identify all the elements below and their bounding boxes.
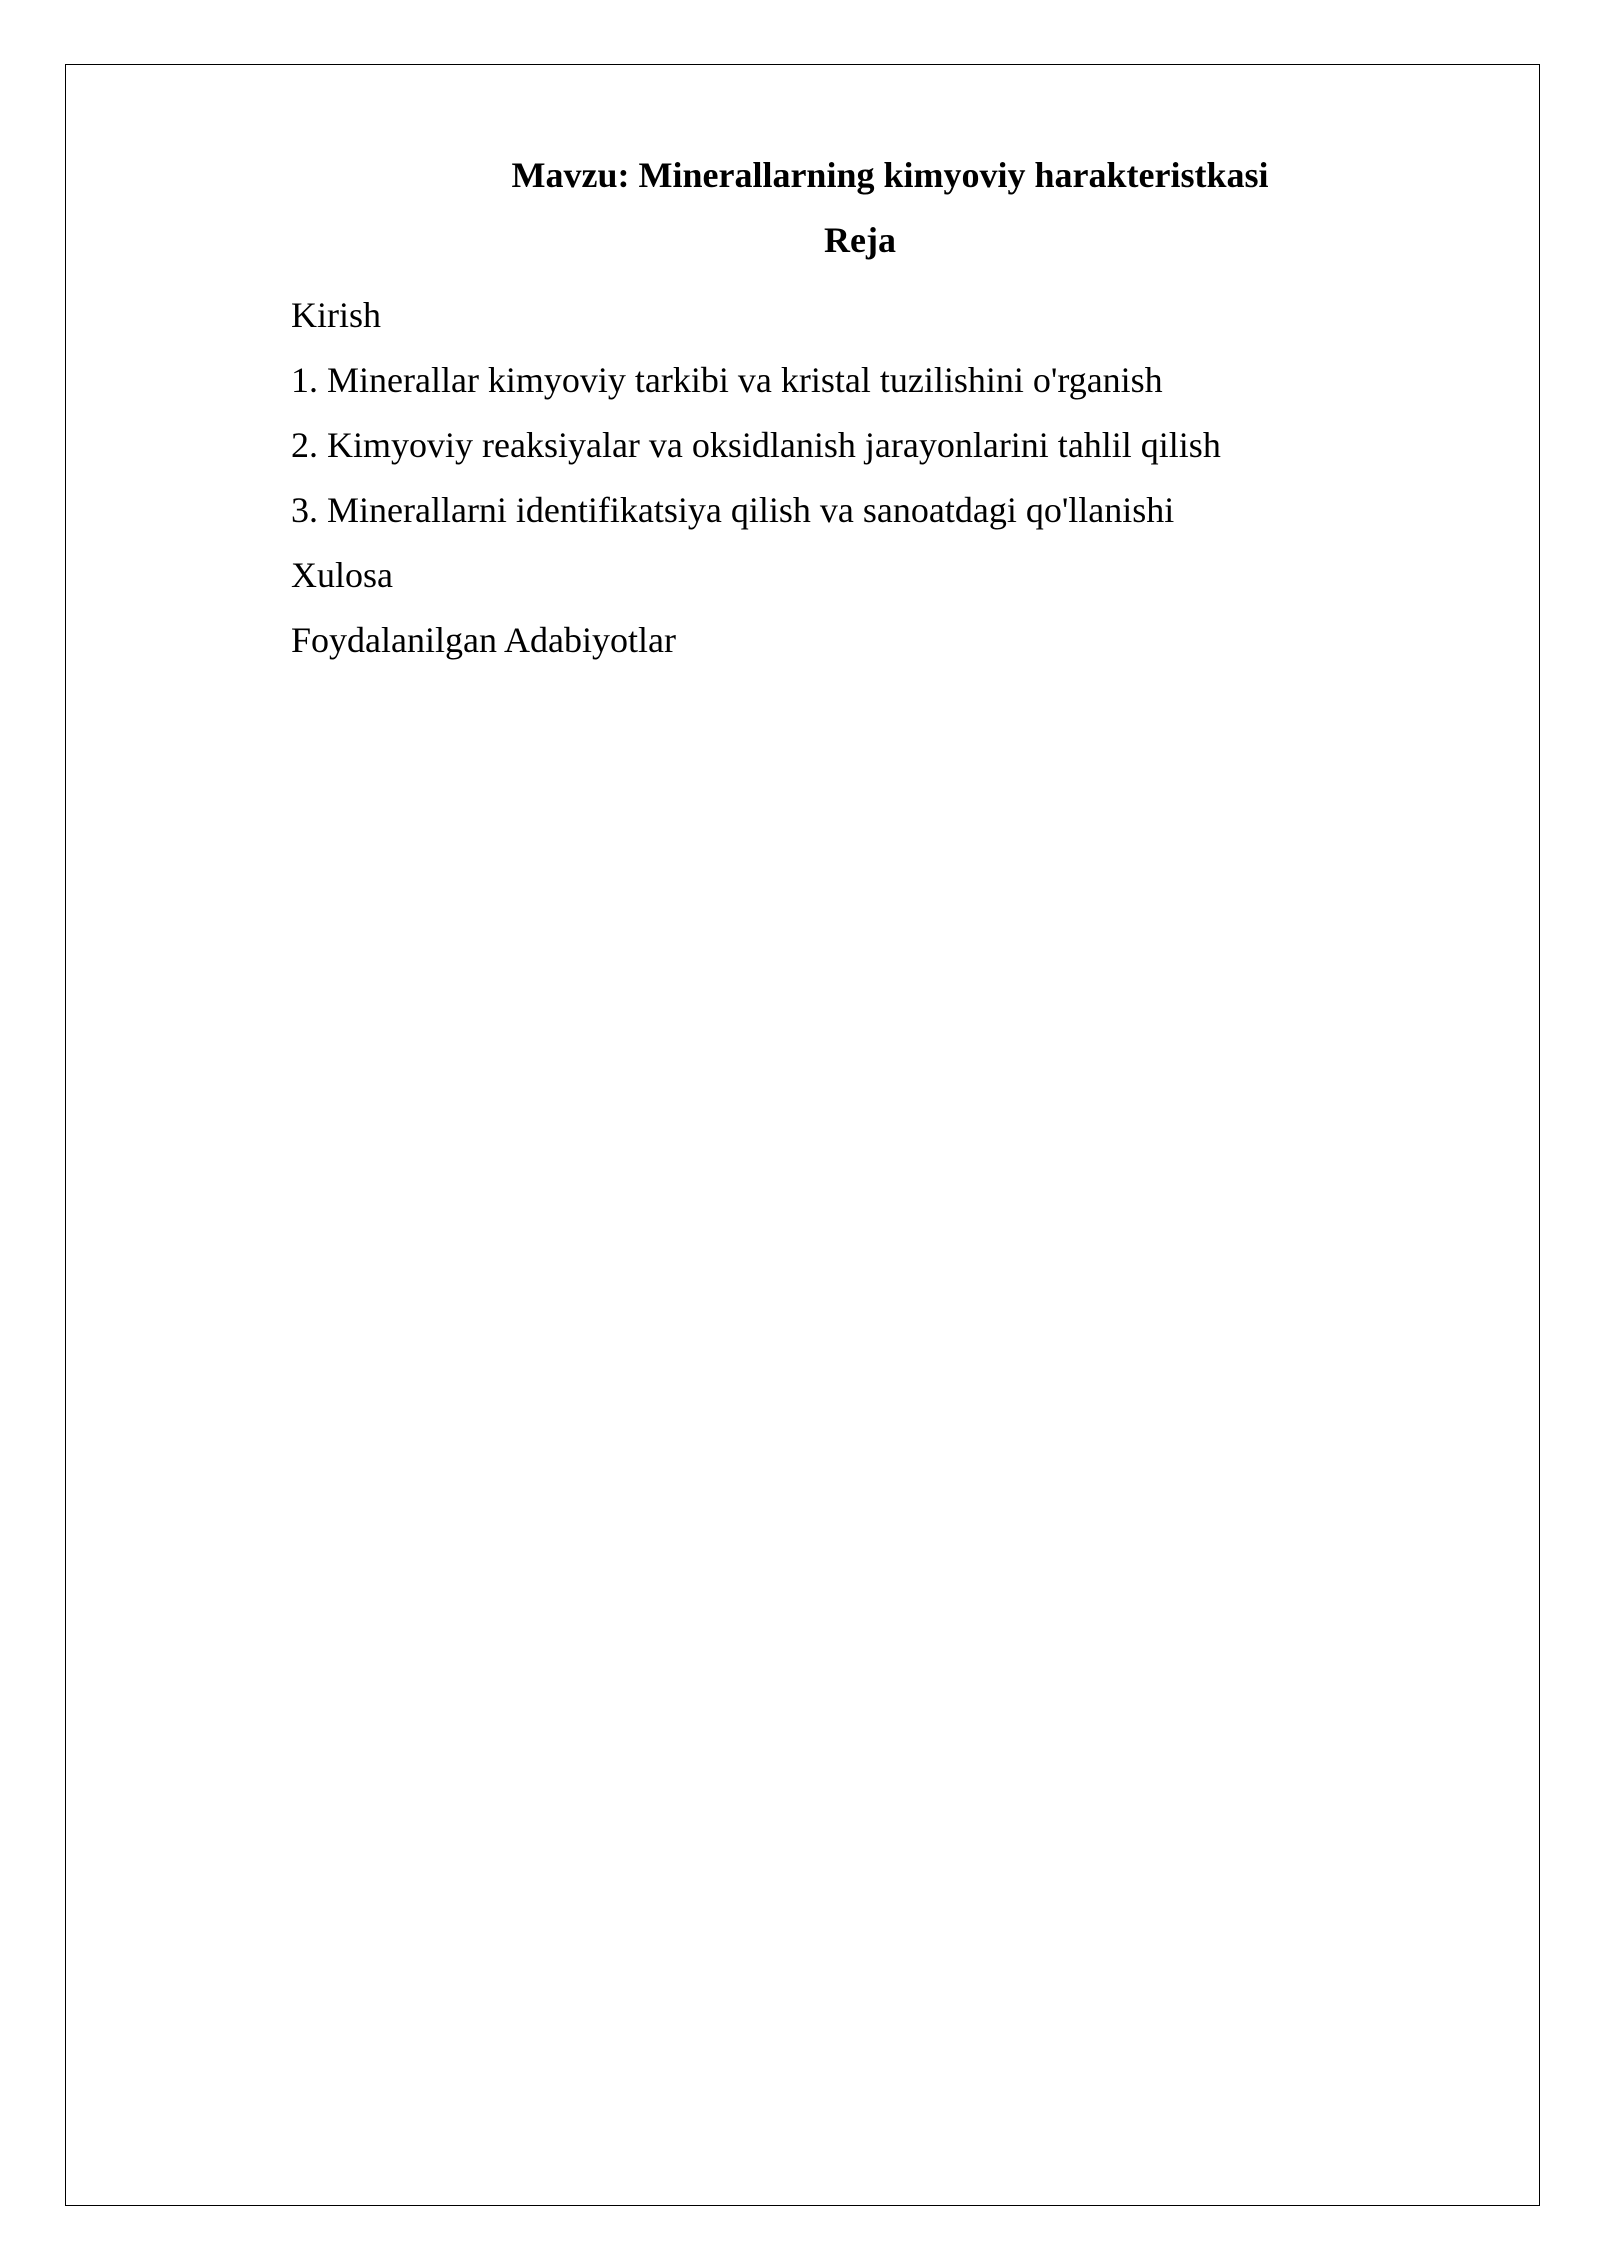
document-title: Mavzu: Minerallarning kimyoviy harakteristkasi bbox=[511, 155, 1269, 195]
plan-item-conclusion: Xulosa bbox=[291, 555, 393, 595]
plan-item-1: 1. Minerallar kimyoviy tarkibi va kristal tuzilishini o'rganish bbox=[291, 360, 1163, 400]
plan-item-3: 3. Minerallarni identifikatsiya qilish va sanoatdagi qo'llanishi bbox=[291, 490, 1175, 530]
plan-item-references: Foydalanilgan Adabiyotlar bbox=[291, 620, 676, 660]
plan-item-2: 2. Kimyoviy reaksiyalar va oksidlanish jarayonlarini tahlil qilish bbox=[291, 425, 1221, 465]
plan-item-introduction: Kirish bbox=[291, 295, 381, 335]
plan-heading: Reja bbox=[824, 220, 896, 260]
plan-list bbox=[291, 283, 1221, 673]
